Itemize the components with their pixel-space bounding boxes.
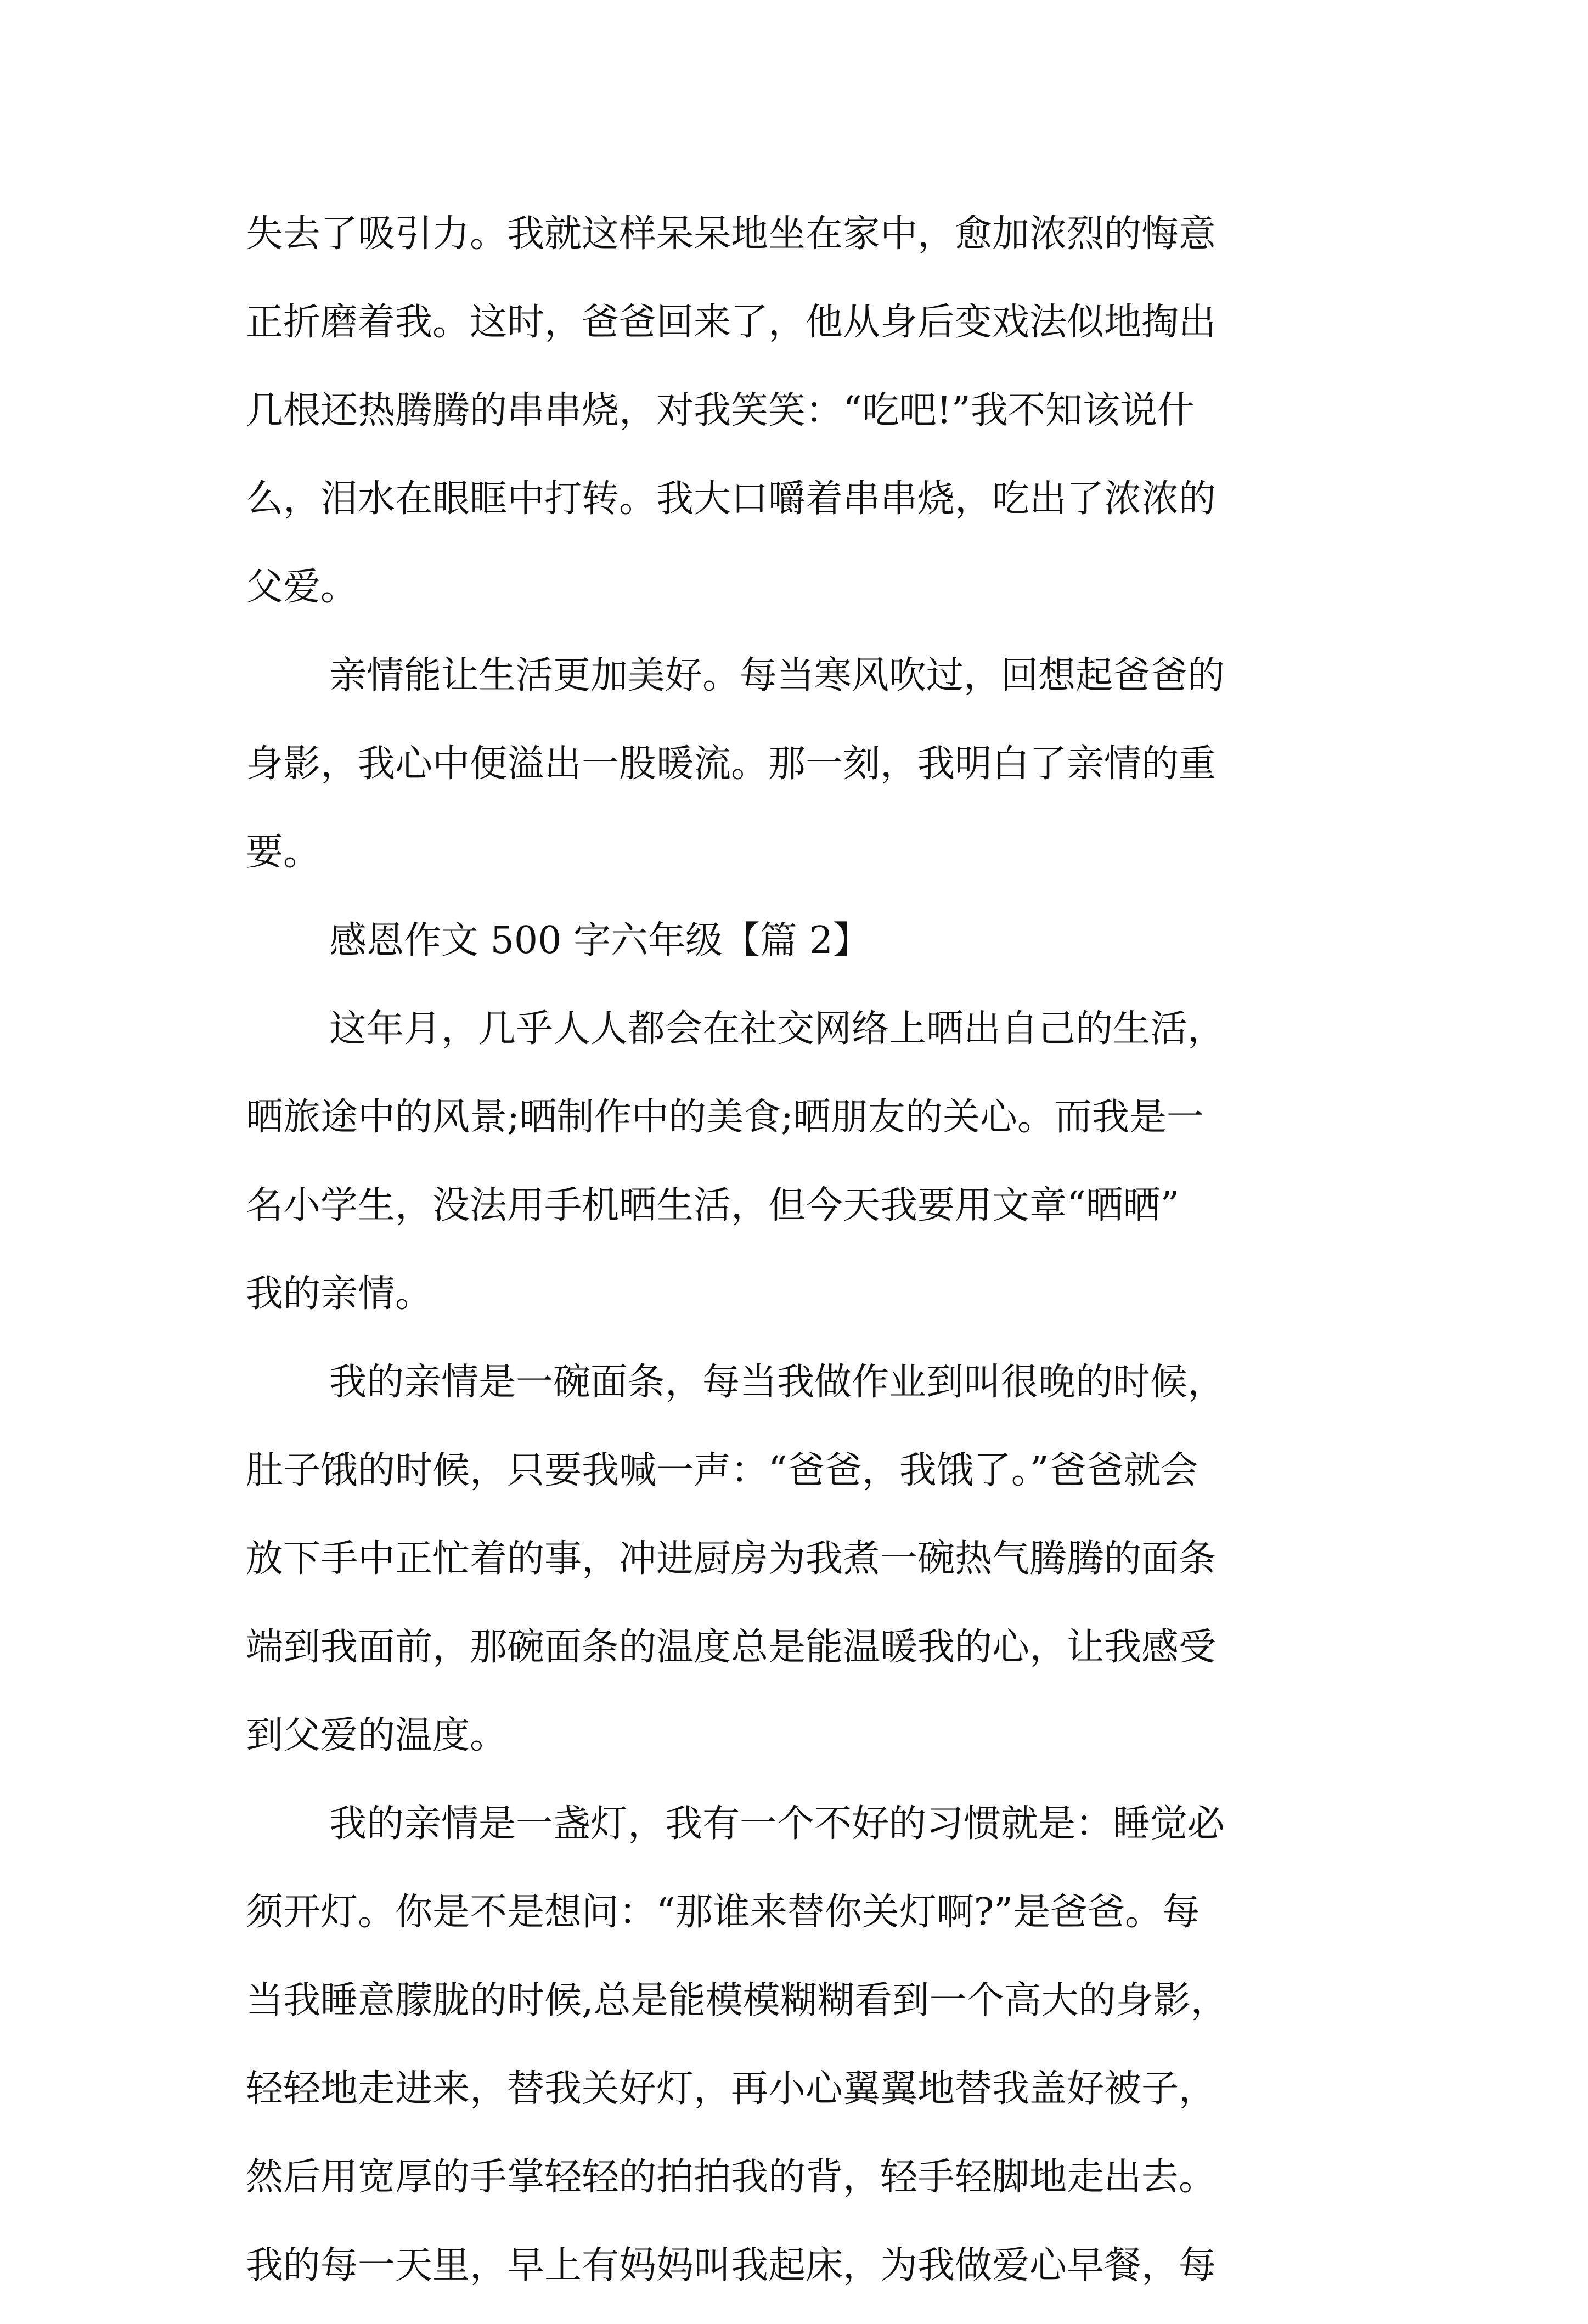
text-line: 身影，我心中便溢出一股暖流。那一刻，我明白了亲情的重 xyxy=(246,742,1217,786)
text-line: 端到我面前，那碗面条的温度总是能温暖我的心，让我感受 xyxy=(246,1626,1217,1669)
paragraph-first-line: 亲情能让生活更加美好。每当寒风吹过，回想起爸爸的 xyxy=(329,654,1225,697)
text-line: 放下手中正忙着的事，冲进厨房为我煮一碗热气腾腾的面条 xyxy=(246,1537,1217,1581)
text-line: 我的每一天里，早上有妈妈叫我起床，为我做爱心早餐，每 xyxy=(246,2244,1217,2287)
document-body xyxy=(246,204,1343,2324)
text-line: 名小学生，没法用手机晒生活，但今天我要用文章“晒晒” xyxy=(246,1184,1180,1227)
text-line: 失去了吸引力。我就这样呆呆地坐在家中，愈加浓烈的悔意 xyxy=(246,212,1217,256)
paragraph-first-line: 我的亲情是一盏灯，我有一个不好的习惯就是：睡觉必 xyxy=(329,1802,1225,1846)
text-line: 轻轻地走进来，替我关好灯，再小心翼翼地替我盖好被子， xyxy=(246,2067,1217,2111)
paragraph-first-line: 我的亲情是一碗面条，每当我做作业到叫很晚的时候， xyxy=(329,1361,1225,1404)
text-line: 父爱。 xyxy=(246,566,358,609)
text-line: 么，泪水在眼眶中打转。我大口嚼着串串烧，吃出了浓浓的 xyxy=(246,477,1217,521)
text-line: 几根还热腾腾的串串烧，对我笑笑：“吃吧!”我不知该说什 xyxy=(246,389,1195,432)
text-line: 我的亲情。 xyxy=(246,1272,433,1316)
text-line: 到父爱的温度。 xyxy=(246,1714,508,1757)
text-line: 然后用宽厚的手掌轻轻的拍拍我的背，轻手轻脚地走出去。 xyxy=(246,2156,1217,2199)
text-line: 须开灯。你是不是想问：“那谁来替你关灯啊?”是爸爸。每 xyxy=(246,1891,1200,1934)
text-line: 要。 xyxy=(246,831,321,874)
text-line: 肚子饿的时候，只要我喊一声：“爸爸，我饿了。”爸爸就会 xyxy=(246,1449,1198,1492)
text-line: 正折磨着我。这时，爸爸回来了，他从身后变戏法似地掏出 xyxy=(246,301,1217,344)
text-line: 当我睡意朦胧的时候,总是能模模糊糊看到一个高大的身影， xyxy=(246,1979,1228,2022)
paragraph-first-line: 这年月，几乎人人都会在社交网络上晒出自己的生活， xyxy=(329,1007,1225,1051)
text-line: 晒旅途中的风景;晒制作中的美食;晒朋友的关心。而我是一 xyxy=(246,1096,1204,1139)
section-heading: 感恩作文 500 字六年级【篇 2】 xyxy=(329,919,870,962)
